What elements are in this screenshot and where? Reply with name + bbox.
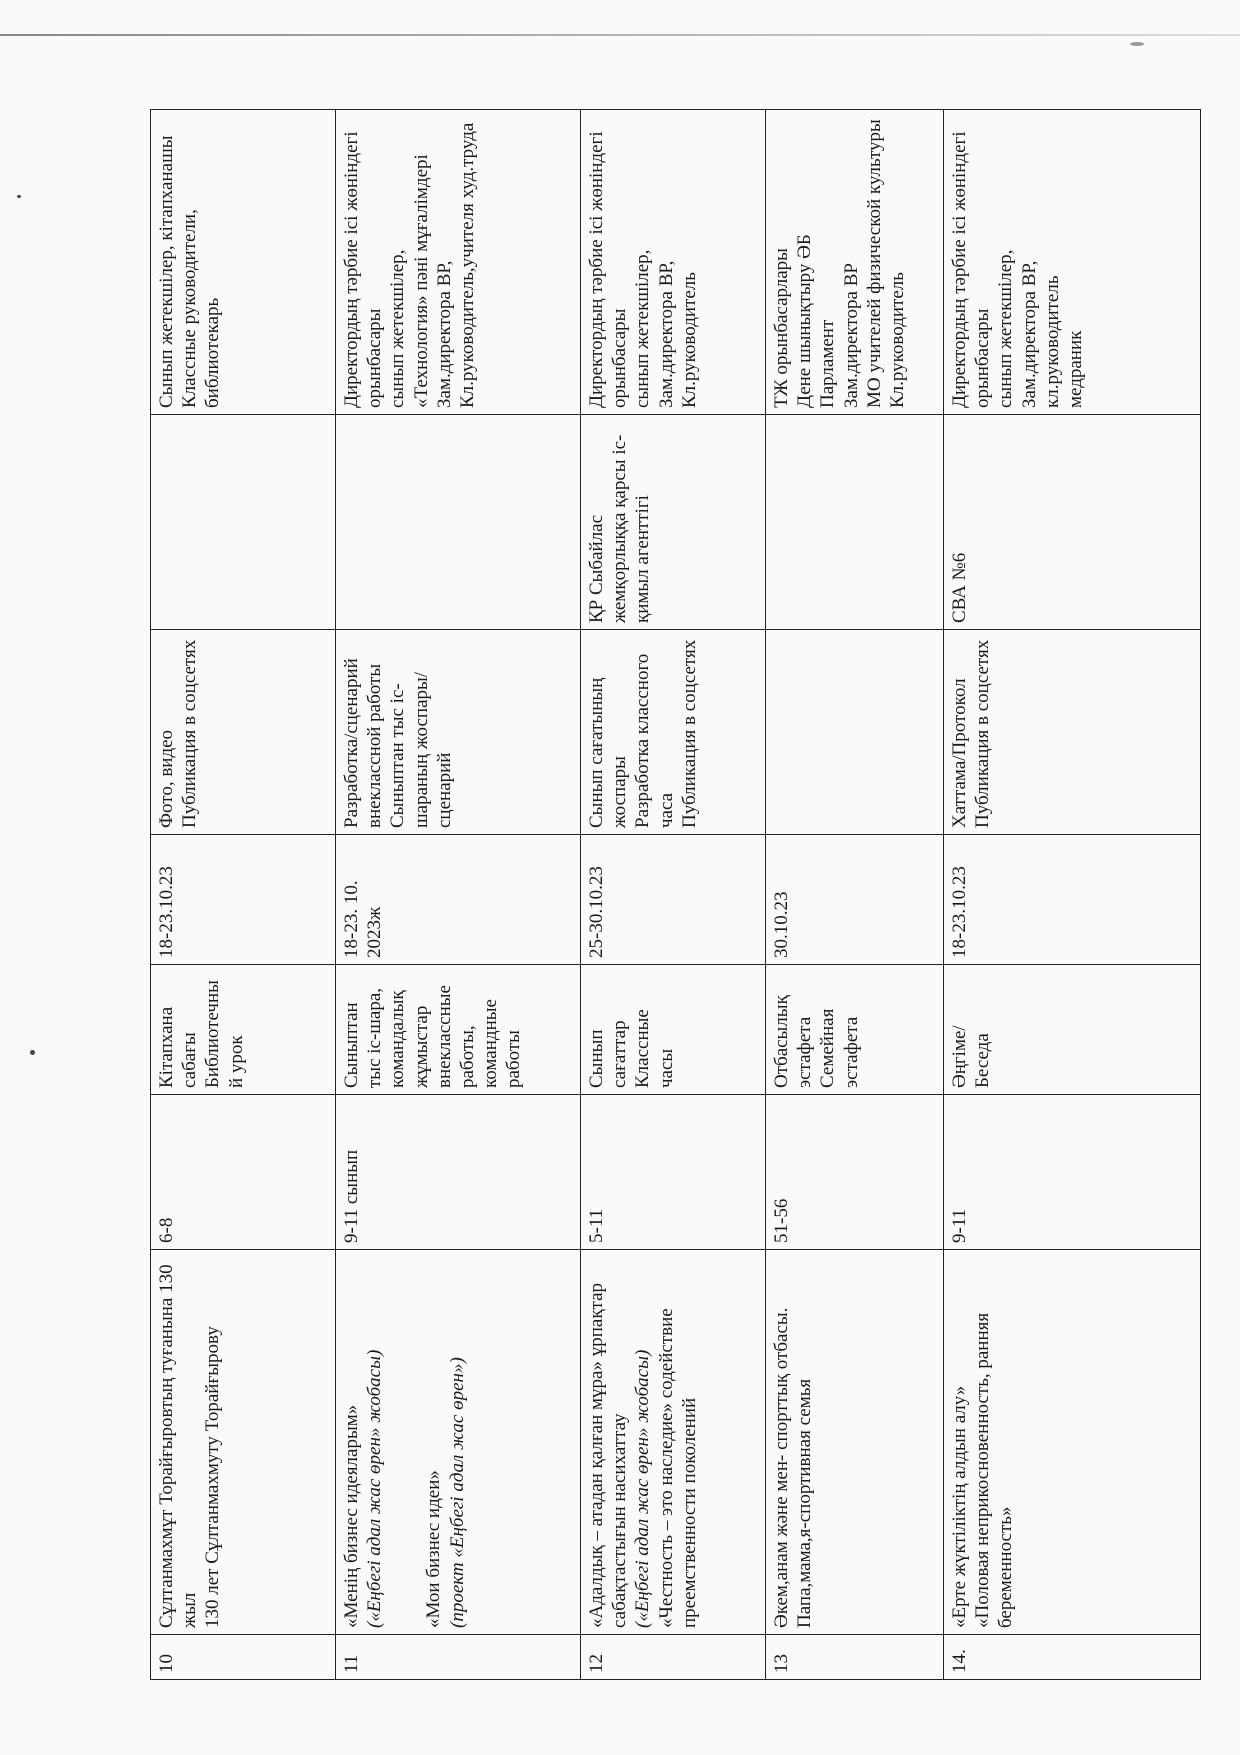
responsible-line: ТЖ орынбасарлары: [771, 248, 792, 408]
responsible-line: «Технология» пәні мұғалімдері: [410, 154, 432, 408]
result-line: Публикация в соцсетях: [678, 639, 700, 828]
responsible-cell: [766, 110, 944, 415]
result-line: Хаттама/Протокол: [949, 678, 970, 828]
responsible-cell: [944, 110, 1201, 415]
form-line: внеклассные работы, командные работы: [433, 985, 525, 1088]
num-cell: [151, 1635, 336, 1680]
result-line: Публикация в соцсетях: [179, 639, 201, 828]
scan-speck: [1130, 42, 1144, 46]
responsible-line: Кл.руководитель: [886, 272, 908, 408]
responsible-cell: [581, 110, 766, 415]
num-text: 11: [341, 1654, 362, 1673]
responsible-line: Директордың тәрбие ісі жөніндегі орынбасары: [341, 131, 386, 408]
event-cell: [766, 1250, 944, 1635]
responsible-line: Зам.директора ВР,: [1018, 260, 1040, 408]
form-line: Әңгіме/ Беседа: [949, 1025, 994, 1088]
responsible-line: Зам.директора ВР,: [433, 260, 455, 408]
dates-cell: [944, 835, 1201, 965]
event-line: «Ерте жүктіліктің алдын алу»: [949, 1385, 970, 1628]
num-text: 14.: [949, 1649, 970, 1673]
table-row: [581, 110, 766, 1680]
num-cell: [766, 1635, 944, 1680]
form-cell: [336, 965, 581, 1095]
result-line: Сынып сағатының жоспары: [586, 677, 631, 828]
grades-cell: [944, 1095, 1201, 1250]
num-cell: [944, 1635, 1201, 1680]
responsible-line: Парламент: [817, 319, 839, 408]
event-line: «Половая неприкосновенность, ранняя беременность»: [972, 1312, 1017, 1628]
grades-text: 9-11: [949, 1208, 970, 1243]
event-line: 130 лет Сұлтанмахмуту Торайғырову: [202, 1326, 224, 1628]
num-cell: [336, 1635, 581, 1680]
dates-cell: [151, 835, 336, 965]
responsible-line: Зам.директора ВР: [840, 263, 862, 408]
partners-cell: [336, 415, 581, 630]
partners-cell: [766, 415, 944, 630]
responsible-line: Директордың тәрбие ісі жөніндегі орынбасары: [949, 131, 994, 408]
event-cell: [336, 1250, 581, 1635]
responsible-line: Зам.директора ВР,: [655, 260, 677, 408]
form-line: Кітапхана сабағы: [156, 1006, 201, 1088]
responsible-line: медраник: [1064, 330, 1086, 408]
event-line: Сұлтанмахмұт Торайғыровтың туғанына 130 жыл: [156, 1264, 201, 1628]
grades-cell: [766, 1095, 944, 1250]
dates-cell: [581, 835, 766, 965]
result-line: Публикация в соцсетях: [972, 639, 994, 828]
partners-cell: [581, 415, 766, 630]
responsible-line: Кл.руководитель: [678, 272, 700, 408]
form-cell: [766, 965, 944, 1095]
responsible-line: сынып жетекшілер,: [387, 249, 409, 408]
responsible-line: кл.руководитель: [1041, 275, 1063, 408]
form-line: Классные часы: [632, 1009, 677, 1088]
partners-text: СВА №6: [949, 552, 970, 623]
grades-text: 51-56: [771, 1198, 792, 1243]
responsible-line: сынып жетекшілер,: [995, 249, 1017, 408]
table-row: [766, 110, 944, 1680]
rotated-page: [150, 110, 1200, 1680]
dates-text: 30.10.23: [771, 891, 792, 958]
grades-cell: [336, 1095, 581, 1250]
responsible-line: Сынып жетекшілер, кітапханашы: [156, 135, 177, 408]
event-line: «Адалдық – атадан қалған мұра» ұрпақтар сабақтастығын насихаттау: [586, 1282, 631, 1628]
responsible-line: Кл.руководитель,учителя худ.труда: [456, 122, 478, 408]
event-line: «Честность – это наследие» содействие преемственности поколений: [655, 1308, 700, 1628]
result-cell: [151, 630, 336, 835]
responsible-line: Директордың тәрбие ісі жөніндегі орынбасары: [586, 131, 631, 408]
form-cell: [151, 965, 336, 1095]
num-cell: [581, 1635, 766, 1680]
form-line: Семейная эстафета: [817, 1008, 862, 1088]
responsible-line: сынып жетекшілер,: [632, 249, 654, 408]
event-line: Папа,мама,я-спортивная семья: [794, 1378, 816, 1628]
num-text: 13: [771, 1654, 792, 1673]
responsible-line: МО учителей физической культуры: [863, 119, 885, 408]
event-cell: [151, 1250, 336, 1635]
result-line: Разработка классного часа: [632, 653, 677, 828]
result-cell: [766, 630, 944, 835]
form-line: Библиотечный урок: [202, 980, 247, 1088]
grades-text: 9-11 сынып: [341, 1149, 362, 1243]
responsible-cell: [336, 110, 581, 415]
num-text: 10: [156, 1654, 177, 1673]
partners-cell: [944, 415, 1201, 630]
form-line: Отбасылық эстафета: [771, 995, 816, 1088]
grades-cell: [151, 1095, 336, 1250]
scan-speck: [17, 195, 21, 198]
table-row: [336, 110, 581, 1680]
event-line: «Мои бизнес идеи»: [423, 1470, 445, 1628]
dates-text: 25-30.10.23: [586, 866, 607, 958]
form-cell: [581, 965, 766, 1095]
dates-cell: [336, 835, 581, 965]
dates-cell: [766, 835, 944, 965]
dates-text: 18-23.10.23: [156, 866, 177, 958]
scan-speck: [30, 1050, 35, 1055]
table-row: [944, 110, 1201, 1680]
responsible-line: Дене шынықтыру ӘБ: [794, 234, 816, 408]
event-cell: [944, 1250, 1201, 1635]
result-line: Фото, видео: [156, 729, 177, 828]
scan-top-edge-line: [0, 34, 1240, 36]
event-line: (проект «Еңбегі адал жас өрен»): [446, 1357, 468, 1628]
event-line: («Еңбегі адал жас өрен» жобасы): [632, 1349, 654, 1628]
result-line: Сыныптан тыс іс-шараның жоспары/сценарий: [387, 671, 455, 828]
form-cell: [944, 965, 1201, 1095]
grades-text: 6-8: [156, 1217, 177, 1243]
dates-text: 18-23. 10. 2023ж: [341, 880, 386, 958]
result-line: Разработка/сценарий внеклассной работы: [341, 658, 386, 828]
event-cell: [581, 1250, 766, 1635]
partners-text: ҚР Сыбайлас жемқорлыққа қарсы іс-қимыл агенттігі: [586, 434, 654, 623]
result-cell: [581, 630, 766, 835]
form-line: Сыныптан тыс іс-шара, командалық жұмыстар: [341, 987, 432, 1088]
table-row: [151, 110, 336, 1680]
result-cell: [944, 630, 1201, 835]
events-plan-table: [150, 109, 1201, 1680]
event-line: («Еңбегі адал жас өрен» жобасы): [364, 1349, 386, 1628]
partners-cell: [151, 415, 336, 630]
form-line: Сынып сағаттар: [586, 1020, 631, 1088]
event-line: «Менің бизнес идеяларым»: [341, 1404, 362, 1628]
responsible-cell: [151, 110, 336, 415]
result-cell: [336, 630, 581, 835]
grades-cell: [581, 1095, 766, 1250]
num-text: 12: [586, 1654, 607, 1673]
dates-text: 18-23.10.23: [949, 866, 970, 958]
responsible-line: Классные руководители, библиотекарь: [179, 209, 224, 408]
event-line: Әкем,анам және мен- спорттық отбасы.: [771, 1307, 792, 1628]
grades-text: 5-11: [586, 1208, 607, 1243]
